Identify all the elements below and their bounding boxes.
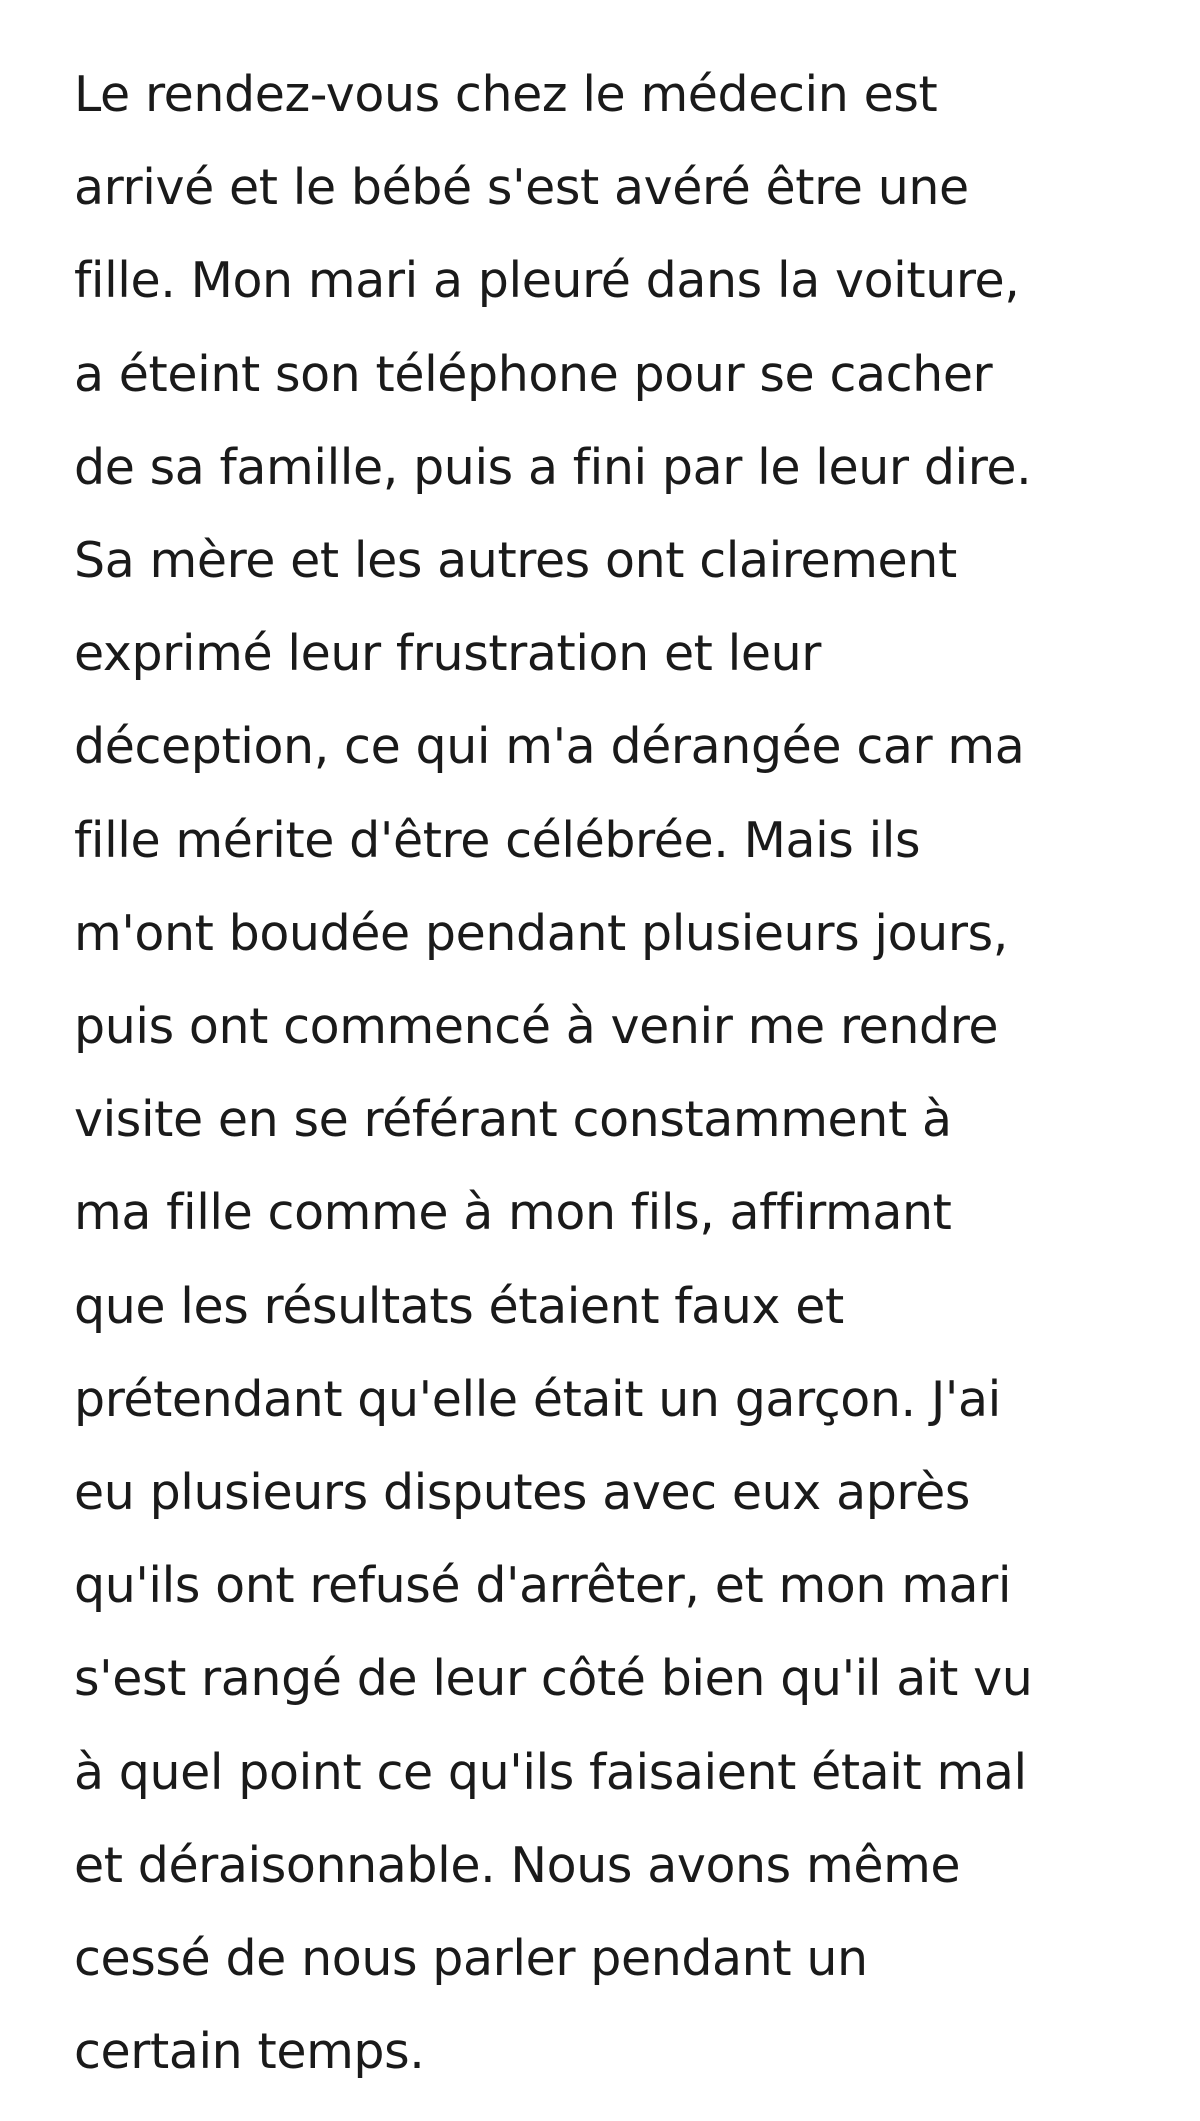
story-line: à quel point ce qu'ils faisaient était mal (74, 1743, 1027, 1801)
story-line: a éteint son téléphone pour se cacher (74, 345, 993, 403)
story-line: et déraisonnable. Nous avons même (74, 1836, 961, 1894)
story-line: puis ont commencé à venir me rendre (74, 998, 999, 1056)
story-line: que les résultats étaient faux et (74, 1277, 844, 1335)
story-line: cessé de nous parler pendant un (74, 1930, 868, 1988)
story-line: certain temps. (74, 2023, 425, 2081)
story-paragraph (74, 48, 1164, 2098)
story-line: eu plusieurs disputes avec eux après (74, 1464, 970, 1522)
story-line: fille mérite d'être célébrée. Mais ils (74, 811, 921, 869)
story-line: m'ont boudée pendant plusieurs jours, (74, 904, 1008, 962)
story-line: exprimé leur frustration et leur (74, 625, 822, 683)
story-line: ma fille comme à mon fils, affirmant (74, 1184, 952, 1242)
story-line: fille. Mon mari a pleuré dans la voiture, (74, 252, 1020, 310)
story-line: prétendant qu'elle était un garçon. J'ai (74, 1370, 1001, 1428)
story-line: visite en se référant constamment à (74, 1091, 952, 1149)
story-line: de sa famille, puis a fini par le leur dire. (74, 438, 1032, 496)
story-line: déception, ce qui m'a dérangée car ma (74, 718, 1025, 776)
story-line: Sa mère et les autres ont clairement (74, 532, 957, 590)
story-line: arrivé et le bébé s'est avéré être une (74, 159, 969, 217)
story-line: Le rendez-vous chez le médecin est (74, 66, 938, 123)
story-line: s'est rangé de leur côté bien qu'il ait vu (74, 1650, 1033, 1708)
story-line: qu'ils ont refusé d'arrêter, et mon mari (74, 1557, 1012, 1615)
